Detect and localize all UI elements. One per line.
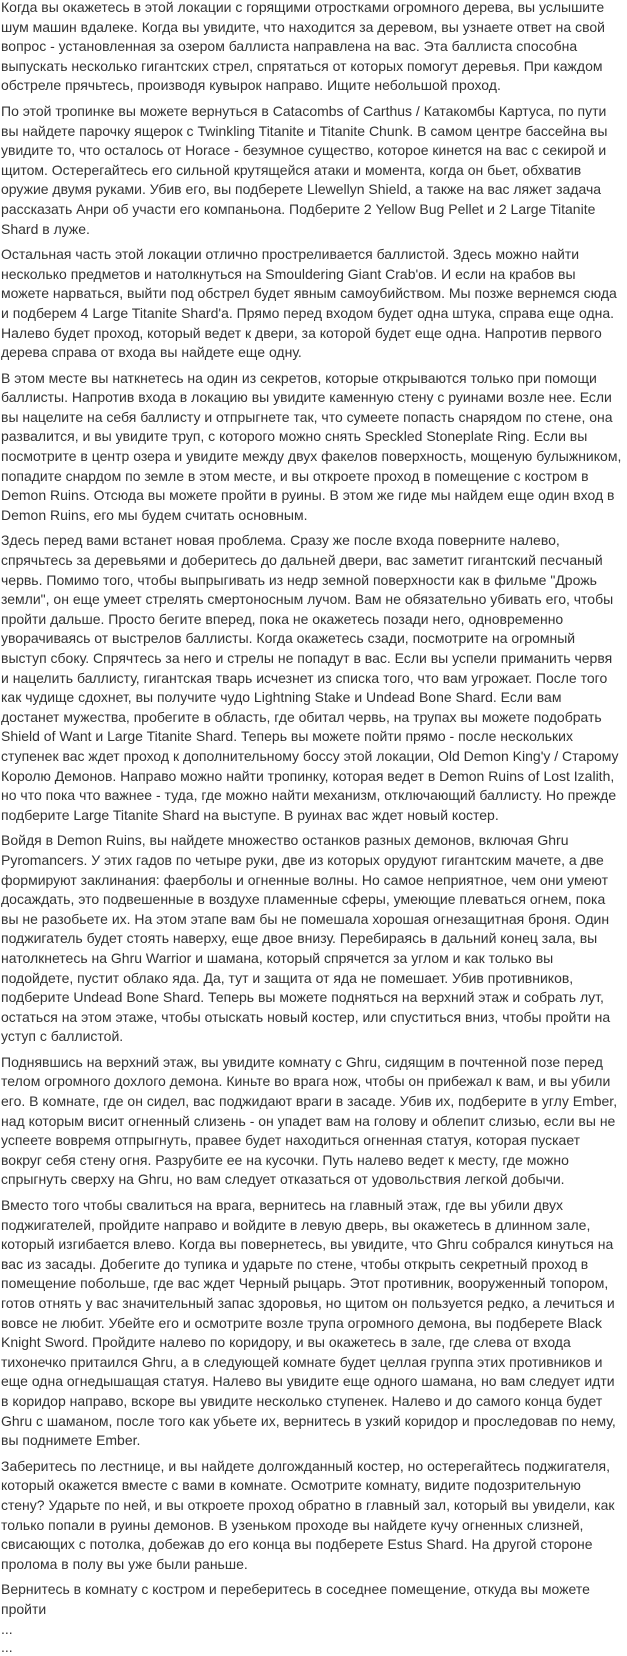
ellipsis-line-2: ... (1, 1638, 13, 1655)
ellipsis-line-1: ... (1, 1620, 13, 1637)
paragraph-keep-area-intro: Когда вы окажетесь в этой локации с горящими отростками огромного дерева, вы услышите шум машин вдалеке. Когда вы увидите, что находится за деревом, вы узнаете ответ на свой вопрос - установленная за озером баллиста направлена на вас. Эта баллиста способна выпускать несколько гигантских стрел, спрятаться от которых помогут деревья. При каждом обстреле прячьтесь, производя кувырок направо. Ищите небольшой проход. (1, 0, 605, 94)
paragraph-titanite-shards: Остальная часть этой локации отлично простреливается баллистой. Здесь можно найти несколько предметов и натолкнуться на Smouldering Giant Crab'ов. И если на крабов вы можете нарваться, выйти под обстрел будет явным самоубийством. Мы позже вернемся сюда и подберем 4 Large Titanite Shard'а. Прямо перед входом будет одна штука, справа еще одна. Налево будет проход, который ведет к двери, за которой будет еще одна. Напротив первого дерева справа от входа вы найдете еще одну. (1, 246, 617, 361)
paragraph-bonfire-ladder: Заберитесь по лестнице, и вы найдете долгожданный костер, но остерегайтесь поджигателя, который окажется вместе с вами в комнате. Осмотрите комнату, видите подозрительную стену? Ударьте по ней, и вы откроете проход обратно в главный зал, который вы увидели, как только попали в руины демонов. В узеньком проходе вы найдете кучу огненных слизней, свисающих с потолка, добежав до его конца вы подберете Estus Shard. На другой стороне пролома в полу вы уже были раньше. (1, 1457, 615, 1572)
paragraph-ballista-secret: В этом месте вы наткнетесь на один из секретов, которые открываются только при помощи баллисты. Напротив входа в локацию вы увидите каменную стену с руинами возле нее. Если вы нацелите на себя баллисту и отпрыгнете так, что сумеете попасть снарядом по стене, она развалится, и вы увидите труп, с которого можно снять Speckled Stoneplate Ring. Если вы посмотрите в центр озера и увидите между двух факелов поверхность, мощеную булыжником, попадите снардом по земле в этом месте, и вы откроете проход в помещение с костром в Demon Ruins. Отсюда вы можете пройти в руины. В этом же гиде мы найдем еще один вход в Demon Ruins, его мы будем считать основным. (1, 369, 622, 523)
paragraph-upper-floor: Поднявшись на верхний этаж, вы увидите комнату с Ghru, сидящим в почтенной позе перед телом огромного дохлого демона. Киньте во врага нож, чтобы он прибежал к вам, и вы убили его. В комнате, где он сидел, вас поджидают враги в засаде. Убив их, подберите в углу Ember, над которым висит огненный слизень - он упадет вам на голову и облепит слизью, если вы не успеете вовремя отпрыгнуть, правее будет находиться огненная статуя, которая пускает вокруг себя стену огня. Разрубите ее на кусочки. Путь налево ведет к месту, где можно спрыгнуть сверху на Ghru, но вам следует отказаться от удовольствия легкой добычи. (1, 1053, 618, 1188)
paragraph-black-knight: Вместо того чтобы свалиться на врага, вернитесь на главный этаж, где вы убили двух поджигателей, пройдите направо и войдите в левую дверь, вы окажетесь в длинном зале, который изгибается влево. Когда вы повернетесь, вы увидите, что Ghru собрался кинуться на вас из засады. Добегите до тупика и ударьте по стене, чтобы открыть секретный проход в помещение побольше, где вас ждет Черный рыцарь. Этот противник, вооруженный топором, готов отнять у вас значительный запас здоровья, но щитом он пользуется редко, а лечиться и вовсе не любит. Убейте его и осмотрите возле трупа огромного демона, вы подберете Black Knight Sword. Пройдите налево по коридору, и вы окажетесь в зале, где слева от входа тихонечко притаился Ghru, а в следующей комнате будет целлая группа этих противников и еще одна огнедышащая статуя. Налево вы увидите еще одного шамана, но вам следует идти в коридор направо, вскоре вы увидите несколько ступенек. Налево и до самого конца будет Ghru с шаманом, после того как убьете их, вернитесь в узкий коридор и проследовав по нему, вы поднимете Ember. (1, 1197, 616, 1449)
paragraph-return-bonfire: Вернитесь в комнату с костром и переберитесь в соседнее помещение, откуда вы можете пройти (1, 1581, 590, 1617)
paragraph-horace: По этой тропинке вы можете вернуться в Catacombs of Carthus / Катакомбы Картуса, по пути вы найдете парочку ящерок с Twinkling Titanite и Titanite Chunk. В самом центре бассейна вы увидите то, что осталось от Horace - безумное существо, которое кинется на вас с секирой и щитом. Остерегайтесь его сильной крутящейся атаки и момента, когда он бьет, обхватив оружие двумя руками. Убив его, вы подберете Llewellyn Shield, а также на вас ляжет задача рассказать Анри об участи его компаньона. Подберите 2 Yellow Bug Pellet и 2 Large Titanite Shard в луже. (1, 102, 608, 237)
paragraph-sand-worm: Здесь перед вами встанет новая проблема. Сразу же после входа поверните налево, спрячьтесь за деревьями и доберитесь до дальней двери, вас заметит гигантский песчаный червь. Помимо того, чтобы выпрыгивать из недр земной поверхности как в фильме "Дрожь земли", он еще умеет стрелять смертоносным лучом. Вам не обязательно убивать его, чтобы пройти дальше. Просто бегите вперед, пока не окажетесь позади него, одновременно уворачиваясь от выстрелов баллисты. Когда окажетесь сзади, посмотрите на огромный выступ сбоку. Спрячтесь за него и стрелы не попадут в вас. Если вы успели приманить червя и нацелить баллисту, гигантская тварь исчезнет из списка того, что вам угрожает. После того как чудище сдохнет, вы получите чудо Lightning Stake и Undead Bone Shard. Если вам достанет мужества, пробегите в область, где обитал червь, на трупах вы можете подобрать Shield of Want и Large Titanite Shard. Теперь вы можете пойти прямо - после нескольких ступенек вас ждет проход к дополнительному боссу этой локации, Old Demon King'у / Старому Королю Демонов. Направо можно найти тропинку, которая ведет в Demon Ruins of Lost Izalith, но что пока что важнее - туда, где можно найти механизм, отключающий баллисту. Но прежде подберите Large Titanite Shard на выступе. В руинах вас ждет новый костер. (1, 532, 619, 823)
paragraph-demon-ruins: Войдя в Demon Ruins, вы найдете множество останков разных демонов, включая Ghru Pyromancers. У этих гадов по четыре руки, две из которых орудуют гигантским мачете, а две формируют заклинания: фаерболы и огненные волны. Но самое неприятное, чем они умеют досаждать, это подвешенные в воздухе пламенные сферы, умеющие плеваться огнем, пока вы не разобьете их. На этом этапе вам бы не помешала хорошая огнезащитная броня. Один поджигатель будет стоять наверху, еще двое внизу. Перебираясь в дальний конец зала, вы натолкнетесь на Ghru Warrior и шамана, который спрячется за углом и как только вы подойдете, пустит облако яда. Да, тут и защита от яда не помешает. Убив противников, подберите Undead Bone Shard. Теперь вы можете подняться на верхний этаж и собрать лут, остаться на этом этаже, чтобы отыскать новый костер, или спуститься вниз, чтобы пройти на уступ с баллистой. (1, 832, 611, 1045)
